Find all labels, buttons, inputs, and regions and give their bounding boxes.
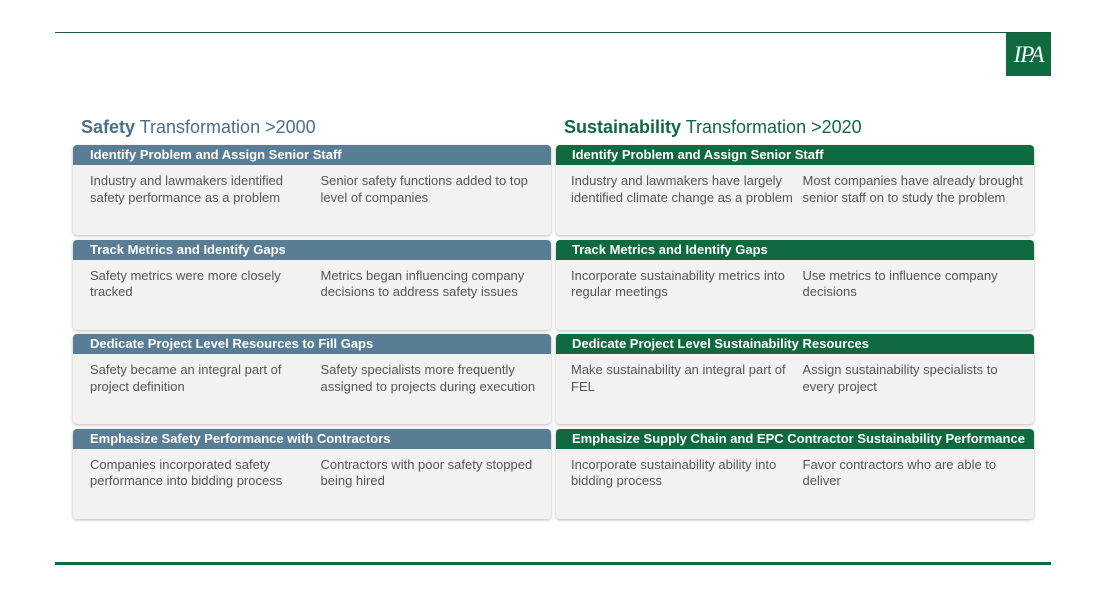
sustainability-title-rest: Transformation >2020 (681, 117, 862, 137)
card-right-text: Use metrics to influence company decisions (802, 267, 998, 299)
card-header: Dedicate Project Level Sustainability Resources (556, 334, 1034, 354)
card-left-text: Incorporate sustainability metrics into regular meetings (571, 267, 785, 299)
card-right-text: Favor contractors who are able to deliver (802, 456, 997, 488)
ipa-logo: IPA (1006, 33, 1051, 76)
sustainability-card-4 (556, 429, 1034, 519)
card-right-text: Senior safety functions added to top level of companies (320, 173, 528, 205)
card-header: Track Metrics and Identify Gaps (73, 240, 551, 260)
safety-card-1 (73, 145, 551, 235)
card-right-text: Safety specialists more frequently assigned to projects during execution (320, 362, 536, 394)
card-header: Identify Problem and Assign Senior Staff (556, 145, 1034, 165)
safety-card-2 (73, 240, 551, 330)
safety-column (73, 115, 551, 523)
card-left-text: Safety metrics were more closely tracked (90, 267, 281, 299)
card-right-text: Contractors with poor safety stopped being hired (320, 456, 533, 488)
card-right-text: Metrics began influencing company decisions to address safety issues (320, 267, 525, 299)
safety-title-bold: Safety (81, 117, 136, 137)
card-right-text: Most companies have already brought senior staff on to study the problem (802, 173, 1023, 205)
bottom-divider (55, 562, 1051, 565)
card-header: Track Metrics and Identify Gaps (556, 240, 1034, 260)
card-header: Emphasize Supply Chain and EPC Contractor Sustainability Performance (556, 429, 1034, 449)
card-left-text: Industry and lawmakers have largely identified climate change as a problem (571, 173, 793, 205)
sustainability-card-1 (556, 145, 1034, 235)
top-divider (55, 32, 1051, 33)
safety-card-4 (73, 429, 551, 519)
safety-card-3 (73, 334, 551, 424)
safety-column-title (73, 115, 551, 145)
card-left-text: Make sustainability an integral part of FEL (571, 362, 786, 394)
sustainability-column (556, 115, 1034, 523)
card-left-text: Companies incorporated safety performance into bidding process (90, 456, 283, 488)
card-left-text: Incorporate sustainability ability into bidding process (571, 456, 777, 488)
safety-title-rest: Transformation >2000 (135, 117, 316, 137)
sustainability-column-title (556, 115, 1034, 145)
card-header: Emphasize Safety Performance with Contractors (73, 429, 551, 449)
card-left-text: Safety became an integral part of project definition (90, 362, 282, 394)
card-left-text: Industry and lawmakers identified safety performance as a problem (90, 173, 283, 205)
card-header: Identify Problem and Assign Senior Staff (73, 145, 551, 165)
sustainability-card-2 (556, 240, 1034, 330)
card-right-text: Assign sustainability specialists to every project (802, 362, 998, 394)
card-header: Dedicate Project Level Resources to Fill Gaps (73, 334, 551, 354)
sustainability-card-3 (556, 334, 1034, 424)
sustainability-title-bold: Sustainability (564, 117, 682, 137)
